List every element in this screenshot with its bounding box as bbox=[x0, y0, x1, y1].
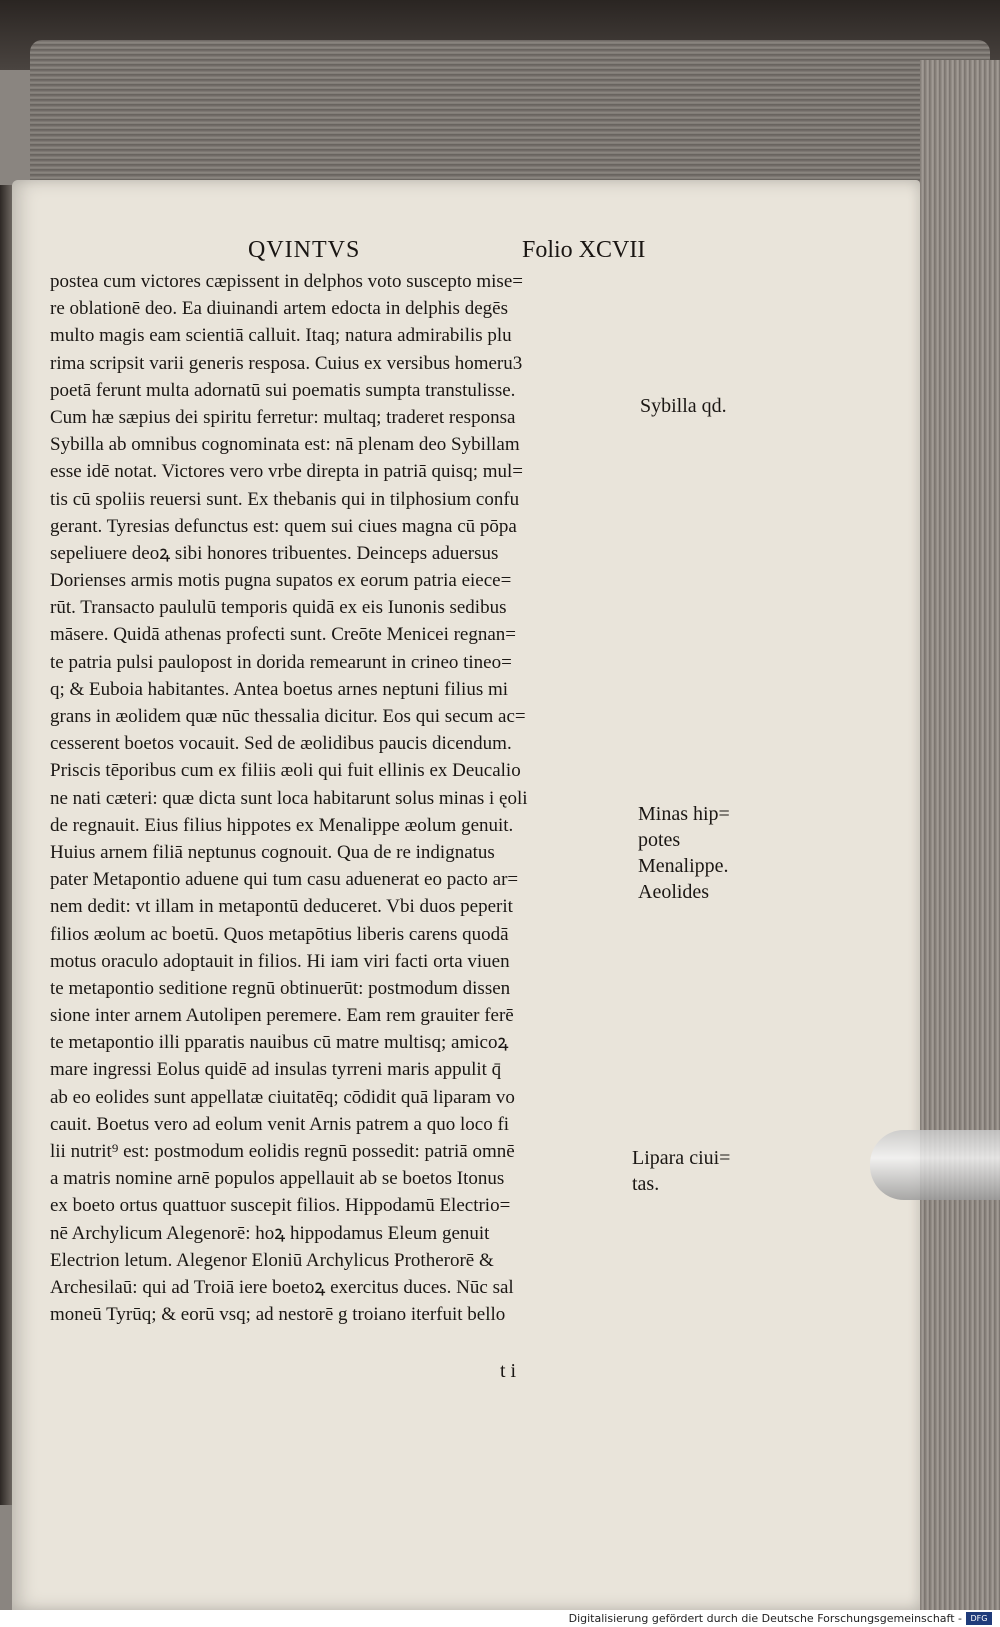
text-line: cesserent boetos vocauit. Sed de æolidibus paucis dicendum. bbox=[50, 733, 512, 755]
dfg-logo: DFG bbox=[966, 1612, 992, 1625]
margin-note-lipara-2: tas. bbox=[632, 1173, 660, 1195]
folio-number: Folio XCVII bbox=[522, 237, 646, 263]
text-line: re oblationē deo. Ea diuinandi artem edocta in delphis degēs bbox=[50, 298, 508, 320]
text-line: nem dedit: vt illam in metapontū deduceret. Vbi duos peperit bbox=[50, 896, 513, 918]
page-clip bbox=[870, 1130, 1000, 1200]
text-line: ab eo eolides sunt appellatæ ciuitatēq; cōdidit quā liparam vo bbox=[50, 1086, 515, 1108]
text-line: filios æolum ac boetū. Quos metapōtius liberis carens quodā bbox=[50, 923, 509, 945]
text-line: Dorienses armis motis pugna supatos ex eorum patria eiece= bbox=[50, 570, 512, 592]
text-line: moneū Tyrūq; & eorū vsq; ad nestorē g troiano iterfuit bello bbox=[50, 1304, 506, 1326]
text-line: Sybilla ab omnibus cognominata est: nā plenam deo Sybillam bbox=[50, 434, 520, 456]
margin-note-minas-4: Aeolides bbox=[638, 881, 710, 903]
text-line: poetā ferunt multa adornatū sui poematis sumpta transtulisse. bbox=[50, 379, 516, 401]
footer-credit: Digitalisierung gefördert durch die Deutsche Forschungsgemeinschaft - bbox=[568, 1612, 962, 1625]
text-line: postea cum victores cæpissent in delphos voto suscepto mise= bbox=[50, 271, 523, 292]
signature-mark: t i bbox=[500, 1360, 517, 1382]
margin-note-minas-1: Minas hip= bbox=[638, 803, 730, 825]
running-head: QVINTVS bbox=[248, 237, 361, 263]
body-text bbox=[50, 268, 660, 1328]
text-line: Priscis tēporibus cum ex filiis æoli qui fuit ellinis ex Deucalio bbox=[50, 760, 521, 782]
margin-note-minas-3: Menalippe. bbox=[638, 855, 729, 877]
margin-note-lipara-1: Lipara ciui= bbox=[632, 1147, 731, 1169]
text-line: de regnauit. Eius filius hippotes ex Menalippe æolum genuit. bbox=[50, 814, 514, 836]
text-line: māsere. Quidā athenas profecti sunt. Creōte Menicei regnan= bbox=[50, 624, 517, 646]
text-line: motus oraculo adoptauit in filios. Hi iam viri facti orta viuen bbox=[50, 950, 510, 972]
book-gutter bbox=[0, 185, 12, 1505]
text-line: Archesilaū: qui ad Troiā iere boetoꝝ exercitus duces. Nūc sal bbox=[50, 1276, 514, 1298]
text-line: multo magis eam scientiā calluit. Itaq; natura admirabilis plu bbox=[50, 325, 512, 347]
text-line: te metapontio illi pparatis nauibus cū matre multisq; amicoꝝ bbox=[50, 1032, 509, 1054]
text-line: ex boeto ortus quattuor suscepit filios. Hippodamū Electrio= bbox=[50, 1195, 511, 1217]
text-line: mare ingressi Eolus quidē ad insulas tyrreni maris appulit q̄ bbox=[50, 1059, 502, 1081]
text-line: cauit. Boetus vero ad eolum venit Arnis patrem a quo loco fi bbox=[50, 1113, 510, 1135]
page-edges-top bbox=[30, 40, 990, 190]
text-line: tis cū spoliis reuersi sunt. Ex thebanis qui in tilphosium confu bbox=[50, 488, 520, 510]
text-line: ne nati cæteri: quæ dicta sunt loca habitarunt solus minas i ęoli bbox=[50, 787, 528, 809]
text-line: Electrion letum. Alegenor Eloniū Archylicus Protherorē & bbox=[50, 1249, 494, 1271]
text-line: nē Archylicum Alegenorē: hoꝝ hippodamus Eleum genuit bbox=[50, 1222, 490, 1244]
margin-note-sybilla: Sybilla qd. bbox=[640, 395, 727, 417]
text-line: rūt. Transacto paululū temporis quidā ex eis Iunonis sedibus bbox=[50, 597, 507, 619]
text-line: te metapontio seditione regnū obtinuerūt: postmodum dissen bbox=[50, 977, 511, 999]
text-line: Cum hæ sæpius dei spiritu ferretur: multaq; traderet responsa bbox=[50, 406, 516, 428]
footer-credit-bar bbox=[0, 1610, 1000, 1627]
page-header bbox=[0, 237, 1000, 267]
text-line: esse idē notat. Victores vero vrbe direpta in patriā quisq; mul= bbox=[50, 461, 524, 483]
text-line: te patria pulsi paulopost in dorida remearunt in crineo tineo= bbox=[50, 651, 512, 673]
text-line: sepeliuere deoꝝ sibi honores tribuentes. Deinceps aduersus bbox=[50, 542, 499, 564]
text-line: a matris nomine arnē populos appellauit ab se boetos Itonus bbox=[50, 1168, 505, 1190]
text-line: sione inter arnem Autolipen peremere. Eam rem grauiter ferē bbox=[50, 1005, 514, 1027]
page-edges-right bbox=[920, 60, 1000, 1610]
text-line: grans in æolidem quæ nūc thessalia dicitur. Eos qui secum ac= bbox=[50, 706, 526, 727]
text-line: rima scripsit varii generis resposa. Cuius ex versibus homeru3 bbox=[50, 352, 523, 374]
text-line: q; & Euboia habitantes. Antea boetus arnes neptuni filius mi bbox=[50, 678, 509, 700]
margin-note-minas-2: potes bbox=[638, 829, 681, 851]
text-line: Huius arnem filiā neptunus cognouit. Qua de re indignatus bbox=[50, 841, 495, 863]
text-line: pater Metapontio aduene qui tum casu aduenerat eo pacto ar= bbox=[50, 869, 519, 891]
text-line: lii nutrit⁹ est: postmodum eolidis regnū possedit: patriā omnē bbox=[50, 1141, 515, 1162]
text-line: gerant. Tyresias defunctus est: quem sui ciues magna cū pōpa bbox=[50, 515, 517, 537]
